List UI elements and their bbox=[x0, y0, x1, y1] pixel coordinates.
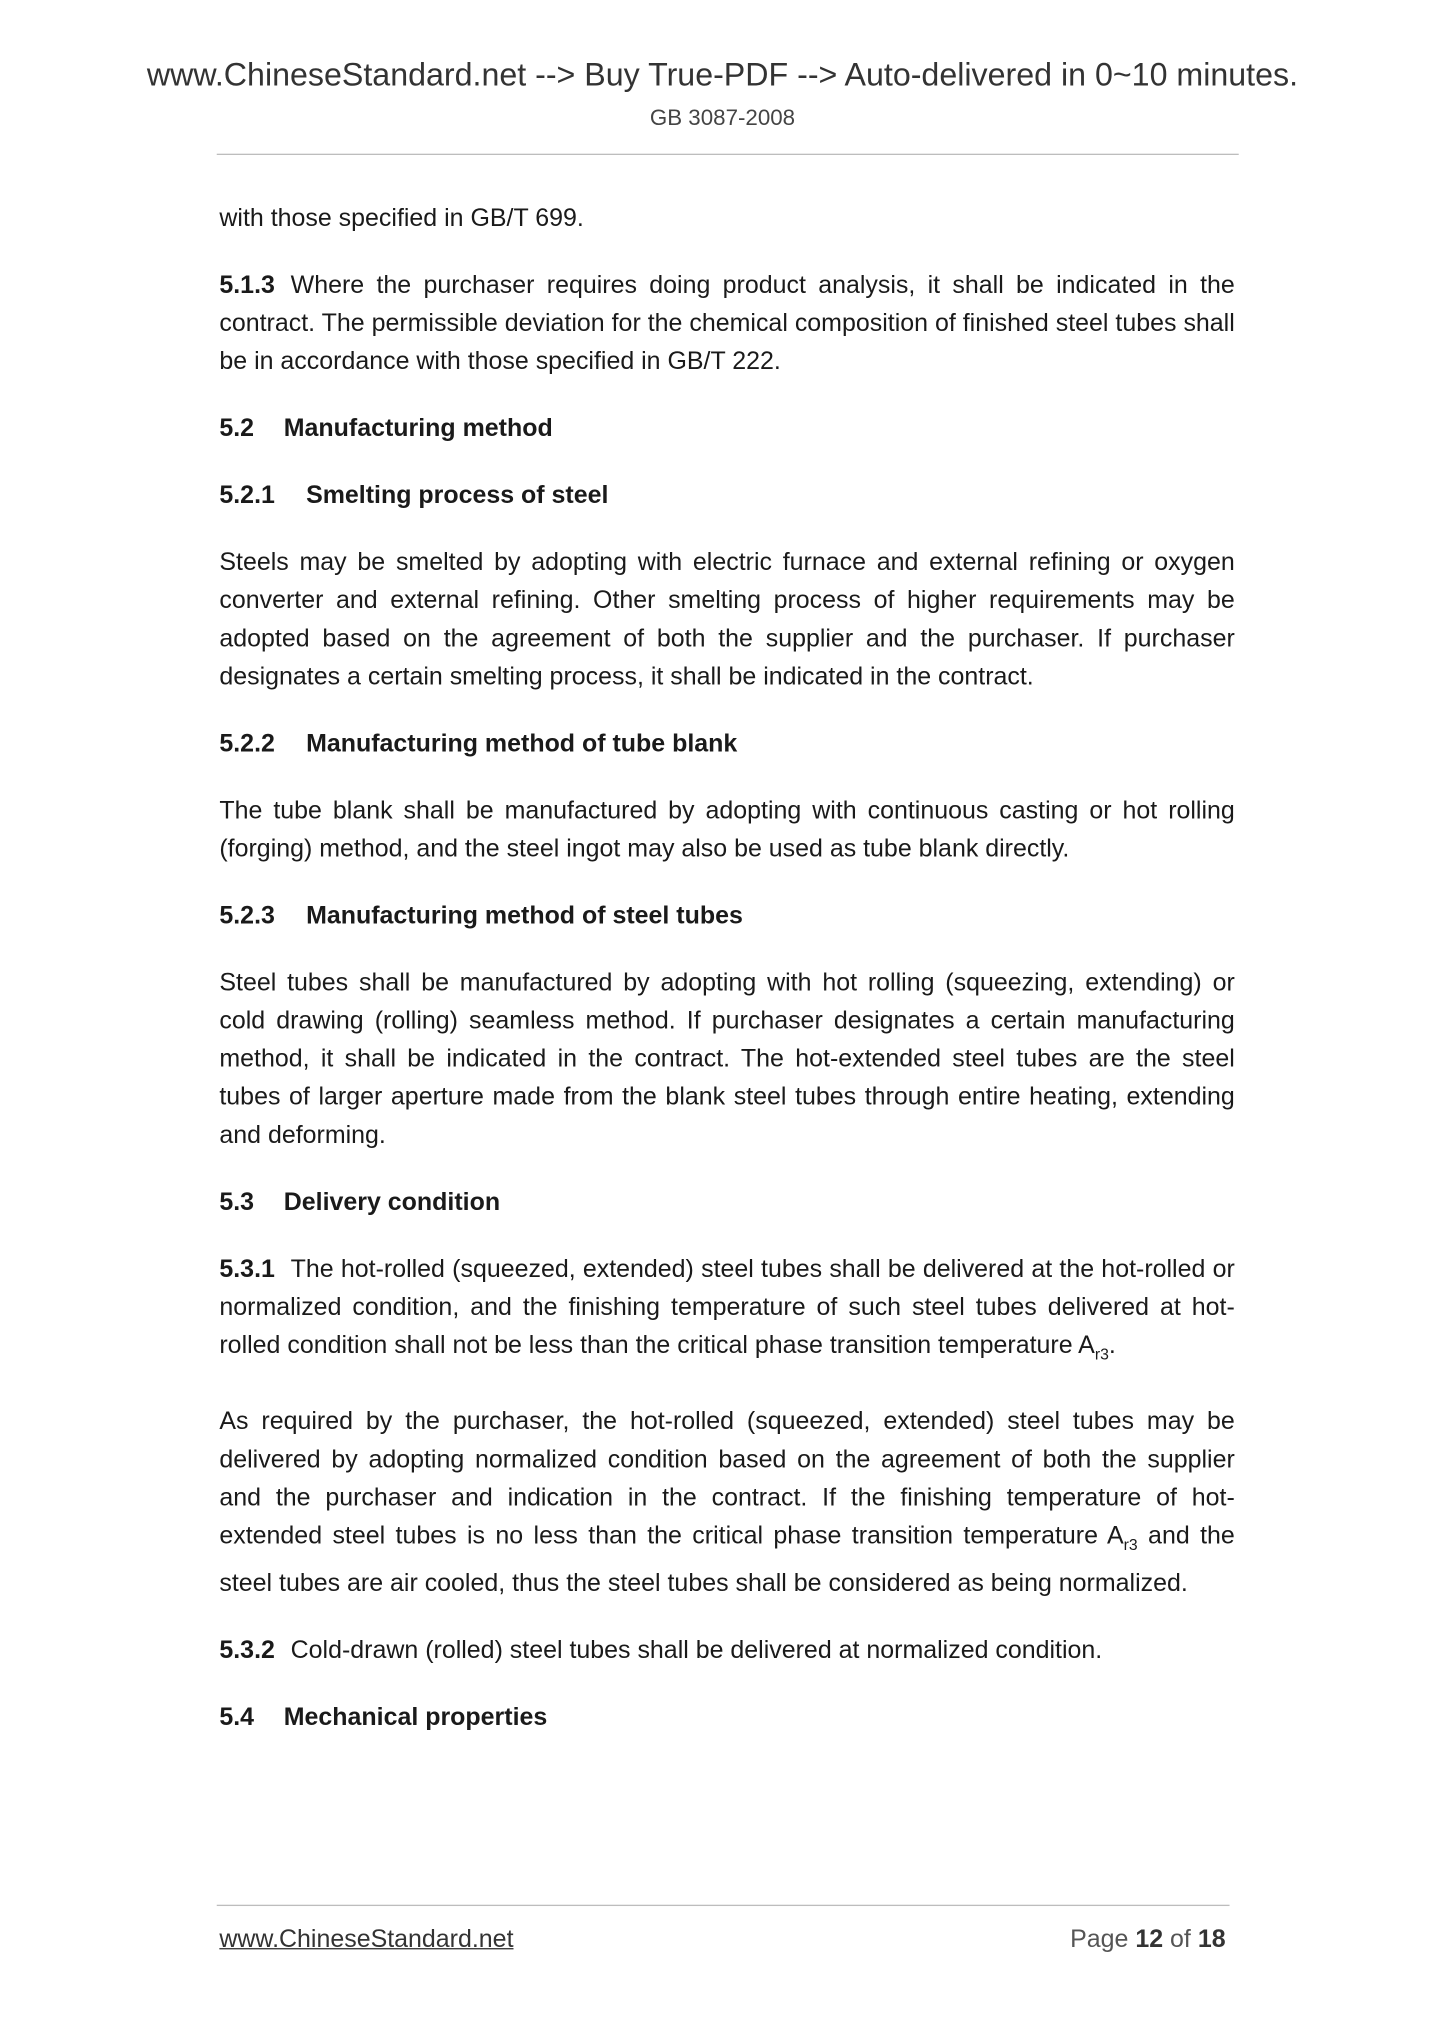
header-banner[interactable]: www.ChineseStandard.net --> Buy True-PDF --> Auto-delivered in 0~10 minutes. bbox=[146, 57, 1299, 94]
section-title: Mechanical properties bbox=[283, 1703, 548, 1731]
section-title: Smelting process of steel bbox=[306, 482, 609, 510]
current-page-number: 12 bbox=[1135, 1925, 1164, 1954]
paragraph-5-2-2: The tube blank shall be manufactured by adopting with continuous casting or hot rolling (forging) method, and the steel ingot may also be used as tube blank directly. bbox=[219, 797, 1235, 864]
section-title: Manufacturing method of steel tubes bbox=[306, 902, 743, 931]
section-number: 5.2.1 bbox=[219, 482, 275, 510]
section-title: Manufacturing method bbox=[283, 415, 553, 443]
header-divider bbox=[217, 154, 1239, 155]
total-pages: 18 bbox=[1197, 1925, 1226, 1954]
document-body bbox=[219, 200, 1234, 1765]
subscript: r3 bbox=[1094, 1344, 1109, 1364]
clause-5-3-1 bbox=[219, 1251, 1234, 1374]
section-number: 5.2.3 bbox=[219, 902, 275, 931]
section-number: 5.3 bbox=[219, 1188, 255, 1217]
paragraph-purchaser-requirement bbox=[219, 1403, 1234, 1602]
clause-5-3-2 bbox=[219, 1631, 1234, 1669]
clause-text: The hot-rolled (squeezed, extended) steel tubes shall be delivered at the hot-rolled or normalized condition, and the finishing temperature of such steel tubes delivered at hot-rolled condition shall not be less than the critical phase transition temperature A bbox=[219, 1255, 1235, 1360]
paragraph-text-end: and the steel tubes are air cooled, thus the steel tubes shall be considered as being normalized. bbox=[219, 1522, 1235, 1597]
section-heading-5-2-3 bbox=[219, 897, 1234, 935]
clause-text: Where the purchaser requires doing product analysis, it shall be indicated in the contract. The permissible deviation for the chemical composition of finished steel tubes shall be in accordance with those specified in GB/T 222. bbox=[219, 271, 1235, 376]
section-heading-5-4 bbox=[219, 1698, 1234, 1736]
section-title: Delivery condition bbox=[283, 1188, 501, 1217]
footer-divider bbox=[217, 1905, 1230, 1906]
section-heading-5-2 bbox=[219, 410, 1234, 448]
footer-website-link[interactable]: www.ChineseStandard.net bbox=[219, 1925, 514, 1954]
section-heading-5-2-2 bbox=[219, 725, 1234, 763]
paragraph-text: As required by the purchaser, the hot-rolled (squeezed, extended) steel tubes may be delivered by adopting normalized condition based on the agreement of both the supplier and the purchaser and indication in the contract. If the finishing temperature of hot-extended steel tubes is no less than the critical phase transition temperature A bbox=[219, 1407, 1235, 1550]
section-heading-5-3 bbox=[219, 1184, 1234, 1222]
section-number: 5.4 bbox=[219, 1703, 255, 1731]
section-title: Manufacturing method of tube blank bbox=[306, 730, 738, 758]
clause-number: 5.1.3 bbox=[219, 271, 275, 300]
clause-5-1-3 bbox=[219, 267, 1234, 381]
paragraph-continuation: with those specified in GB/T 699. bbox=[219, 204, 584, 233]
paragraph-5-2-1: Steels may be smelted by adopting with electric furnace and external refining or oxygen converter and external refining. Other smelting process of higher requirements may be adopted based on the agreement of both the supplier and the purchaser. If purchaser designates a certain smelting process, it shall be indicated in the contract. bbox=[219, 549, 1235, 691]
section-number: 5.2.2 bbox=[219, 730, 275, 758]
clause-text: Cold-drawn (rolled) steel tubes shall be delivered at normalized condition. bbox=[290, 1636, 1103, 1664]
of-label: of bbox=[1170, 1925, 1191, 1954]
subscript: r3 bbox=[1123, 1535, 1138, 1554]
clause-number: 5.3.1 bbox=[219, 1255, 275, 1284]
section-number: 5.2 bbox=[219, 415, 255, 443]
document-id: GB 3087-2008 bbox=[649, 105, 796, 131]
page-indicator bbox=[1070, 1926, 1225, 1955]
section-heading-5-2-1 bbox=[219, 477, 1234, 515]
clause-number: 5.3.2 bbox=[219, 1636, 275, 1664]
paragraph-5-2-3: Steel tubes shall be manufactured by adopting with hot rolling (squeezing, extending) or cold drawing (rolling) seamless method. If purchaser designates a certain manufacturing method, it shall be indicated in the contract. The hot-extended steel tubes are the steel tubes of larger aperture made from the blank steel tubes through entire heating, extending and deforming. bbox=[219, 969, 1235, 1150]
page-label: Page bbox=[1070, 1925, 1129, 1954]
clause-text-end: . bbox=[1108, 1331, 1116, 1360]
